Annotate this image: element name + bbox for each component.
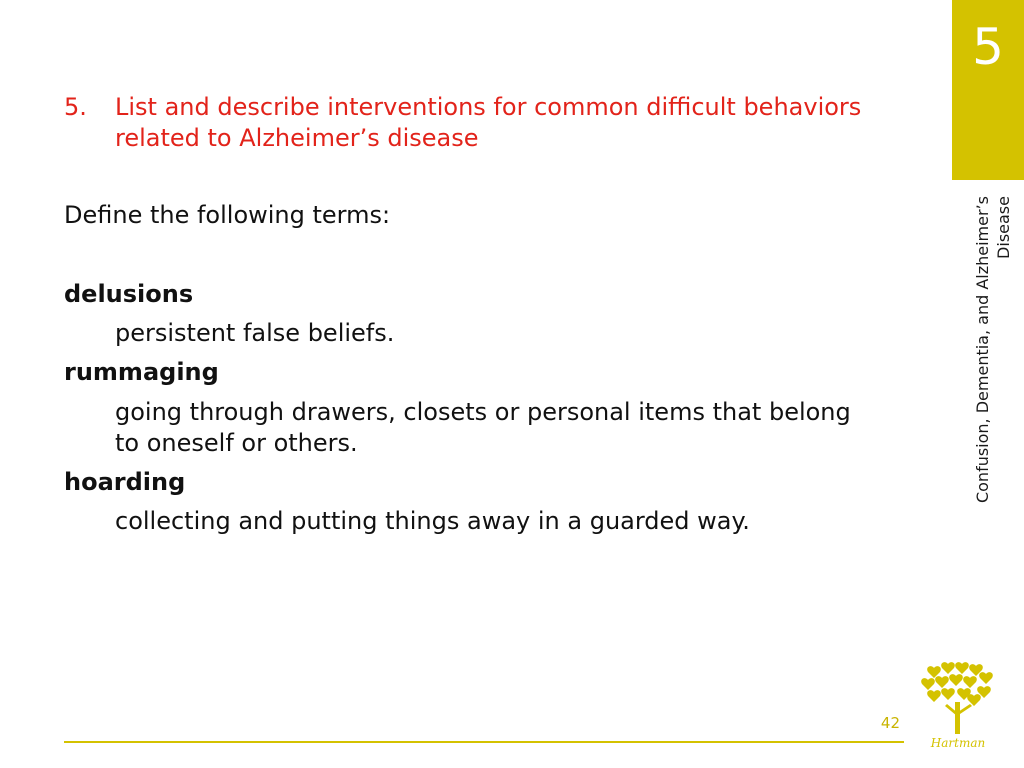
chapter-title-container [968, 196, 1018, 516]
heart-tree-icon [920, 660, 996, 740]
definition-hoarding: collecting and putting things away in a guarded way. [115, 507, 750, 535]
term-delusions: delusions [64, 280, 194, 308]
learning-objective [64, 92, 884, 154]
chapter-number: 5 [972, 18, 1004, 76]
page-number: 42 [880, 714, 900, 732]
chapter-title: Confusion, Dementia, and Alzheimer’s Disease [973, 196, 1013, 504]
intro-text: Define the following terms: [64, 201, 391, 229]
hartman-logo [920, 660, 996, 760]
objective-number: 5. [64, 93, 87, 121]
definition-rummaging: going through drawers, closets or personal items that belong to oneself or others. [115, 398, 851, 457]
term-hoarding: hoarding [64, 468, 186, 496]
term-rummaging: rummaging [64, 358, 219, 386]
logo-wordmark: Hartman [930, 736, 986, 750]
definition-delusions: persistent false beliefs. [115, 319, 395, 347]
chapter-tab [952, 0, 1024, 180]
objective-text: List and describe interventions for common difficult behaviors related to Alzheimer’s disease [115, 93, 862, 152]
footer-divider [64, 741, 904, 743]
